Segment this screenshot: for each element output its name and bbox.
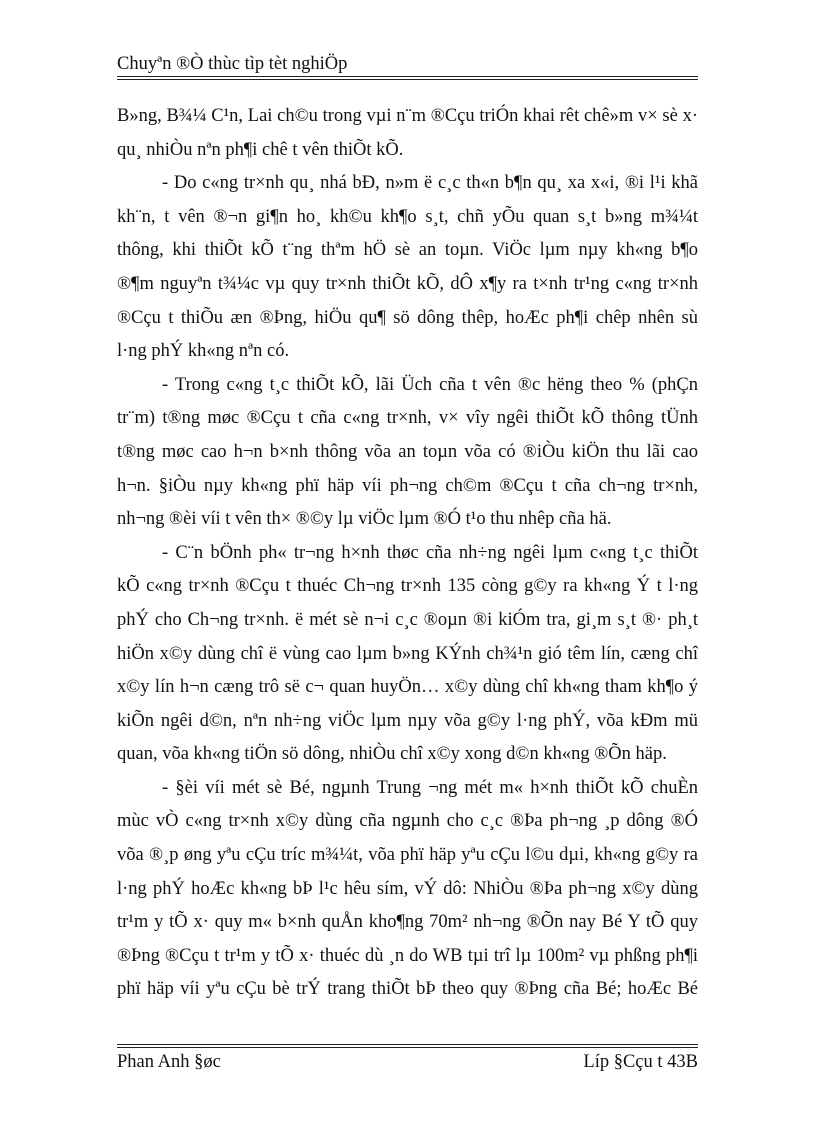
text-line: - §èi víi mét sè Bé, ngµnh Trung ¬ng mét m« h×nh thiÕt kÕ chuÈn xyxy=(162,777,698,798)
footer-divider xyxy=(117,1044,698,1048)
text-line: - Do c«ng tr×nh qu¸ nhá bÐ, n»m ë c¸c th«n b¶n qu¸ xa x«i, ®i l¹i khã xyxy=(162,173,698,194)
text-line: l·ng phÝ hoÆc kh«ng bÞ l¹c hêu sím, vÝ dô: NhiÒu ®Þa ph¬ng x©y dùng xyxy=(117,878,698,899)
text-line: võa ®¸p øng yªu cÇu tríc m¾¼t, võa phï häp yªu cÇu l©u dµi, kh«ng g©y ra xyxy=(117,845,698,866)
text-line: h¬n. §iÒu nµy kh«ng phï häp víi ph¬ng ch©m ®Cçu t cña ch¬ng tr×nh, xyxy=(117,475,698,496)
text-line: mùc vÒ c«ng tr×nh x©y dùng cña ngµnh cho c¸c ®Þa ph¬ng ¸p dông ®Ó xyxy=(117,811,698,832)
text-line: t®ng møc cao h¬n b×nh thông võa an toµn võa có ®iÒu kiÖn thu lãi cao xyxy=(117,441,698,462)
footer-class: Líp §Cçu t 43B xyxy=(583,1052,698,1072)
text-line: qu¸ nhiÒu nªn ph¶i chê t vên thiÕt kÕ. xyxy=(117,139,404,160)
header-divider xyxy=(117,76,698,80)
text-line: nh¬ng ®èi víi t vên th× ®©y lµ viÖc lµm ®Ó t¹o thu nhêp cña hä. xyxy=(117,509,612,530)
text-line: phï häp víi yªu cÇu bè trÝ trang thiÕt bÞ theo quy ®Þng cña Bé; hoÆc Bé xyxy=(117,979,698,1000)
footer-author: Phan Anh §øc xyxy=(117,1052,221,1072)
text-line: tr¨m) t®ng møc ®Cçu t cña c«ng tr×nh, v× vîy ngêi thiÕt kÕ thông tÜnh xyxy=(117,408,698,429)
text-line: quan, võa kh«ng tiÖn sö dông, nhiÒu chî x©y xong d©n kh«ng ®Õn häp. xyxy=(117,744,667,765)
text-line: hiÖn x©y dùng chî ë vùng cao lµm b»ng KÝnh ch¾¹n gió têm lín, cæng chî xyxy=(117,643,698,664)
text-line: kiÕn ngêi d©n, nªn nh÷ng viÖc lµm nµy võa g©y l·ng phÝ, võa kÐm mü xyxy=(117,710,698,731)
page-header-title: Chuyªn ®Ò thùc tìp tèt nghiÖp xyxy=(117,54,348,74)
text-line: phÝ cho Ch¬ng tr×nh. ë mét sè n¬i c¸c ®oµn ®i kiÓm tra, gi¸m s¸t ®· ph¸t xyxy=(117,609,698,630)
document-body xyxy=(117,100,698,1007)
text-line: - C¨n bÖnh ph« tr¬ng h×nh thøc cña nh÷ng ngêi lµm c«ng t¸c thiÕt xyxy=(162,542,698,563)
text-line: tr¹m y tÕ x· quy m« b×nh quÅn kho¶ng 70m² nh¬ng ®Õn nay Bé Y tÕ quy xyxy=(117,912,698,933)
text-line: B»ng, B¾¼ C¹n, Lai ch©u trong vµi n¨m ®Cçu triÓn khai rêt chê»m v× sè x· xyxy=(117,106,698,126)
text-line: x©y lín h¬n cæng trô së c¬ quan huyÖn… x©y dùng chî kh«ng tham kh¶o ý xyxy=(117,677,698,698)
text-line: l·ng phÝ kh«ng nªn có. xyxy=(117,341,290,362)
text-line: - Trong c«ng t¸c thiÕt kÕ, lãi Üch cña t vên ®c hëng theo % (phÇn xyxy=(162,374,698,395)
text-line: ®Cçu t thiÕu æn ®Þng, hiÖu qu¶ sö dông thêp, hoÆc ph¶i chêp nhên sù xyxy=(117,307,698,328)
text-line: thông, khi thiÕt kÕ t¨ng thªm hÖ sè an toµn. ViÖc lµm nµy kh«ng b¶o xyxy=(117,240,698,261)
text-line: kÕ c«ng tr×nh ®Cçu t thuéc Ch¬ng tr×nh 135 còng g©y ra kh«ng Ý t l·ng xyxy=(117,576,698,597)
text-line: ®Þng ®Cçu t tr¹m y tÕ x· thuéc dù ¸n do WB tµi trî lµ 100m² vµ phßng ph¶i xyxy=(117,945,698,966)
text-line: kh¨n, t vên ®¬n gi¶n ho¸ kh©u kh¶o s¸t, chñ yÕu quan s¸t b»ng m¾¼t xyxy=(117,206,698,227)
text-line: ®¶m nguyªn t¾¼c vµ quy tr×nh thiÕt kÕ, dÔ x¶y ra t×nh tr¹ng c«ng tr×nh xyxy=(117,273,698,294)
